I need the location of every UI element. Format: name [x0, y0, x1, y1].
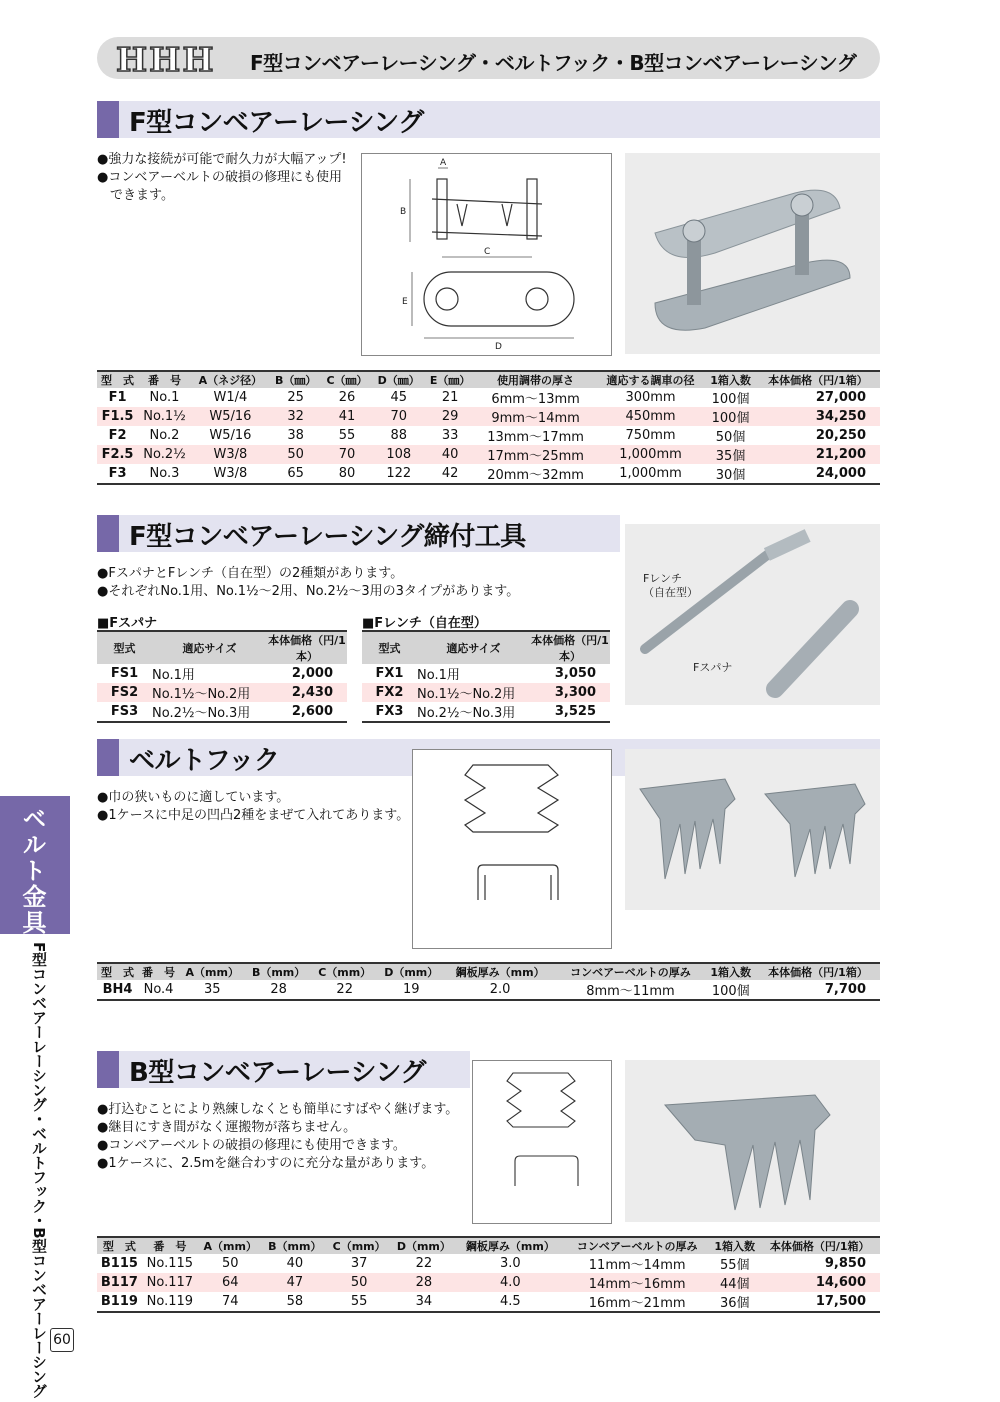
wrench-table: 型式 適応サイズ 本体価格（円/1本） FX1 No.1用 3,050 FX2 No.1½～No.2用 3,300 FX3 No.2½～No.3用 3,525 — [362, 630, 610, 723]
table-row: FS1 No.1用 2,000 — [110, 666, 333, 683]
belt-hook-bullets: ●巾の狭いものに適しています。 ●1ケースに中足の凹凸2種をまぜて入れてあります。 — [97, 790, 410, 823]
table-row: FS2 No.1½～No.2用 2,430 — [97, 683, 347, 702]
f-lacing-table: 型 式 番 号 A（ネジ径） B（㎜） C（㎜） D（㎜） E（㎜） 使用調帯の厚さ 適応する調車の径 1箱入数 本体価格（円/1箱） F1 No.1 W1/4 25 26 45 21 6mm～13mm 300mm 100個 27,000 F1.5 No.1½ W5/16 32 41 70 29 9mm～14mm 450mm 100個 34,250 F2 No.2 W5/16 38 55 88 33 13mm～17mm 750mm 50個 20,250 F2.5 No.2½ W3/8 50 70 108 40 17mm～25mm 1,000mm 35個 21,200 F3 No.3 W3/8 65 80 122 42 20mm～32mm 1,000mm 30個 24,000 — [97, 370, 880, 485]
section-header-b-lacing — [97, 1051, 470, 1088]
b-lacing-diagram — [472, 1060, 612, 1224]
sidebar-vertical-title: F型コンベアーレーシング・ベルトフック・B型コンベアーレーシング — [30, 942, 48, 1398]
section-title: F型コンベアーレーシング — [129, 108, 424, 138]
table-row: F2.5 No.2½ W3/8 50 70 108 40 17mm～25mm 1,000mm 35個 21,200 — [97, 445, 880, 464]
table-row: B119 No.119 74 58 55 34 4.5 16mm～21mm 36個 17,500 — [97, 1292, 880, 1312]
f-lacing-diagram — [361, 153, 612, 356]
section-title: B型コンベアーレーシング — [129, 1058, 426, 1088]
b-lacing-bullets: ●打込むことにより熟練しなくとも簡単にすばやく継げます。 ●継目にすき間がなく運搬物が落ちません。 ●コンベアーベルトの破損の修理にも使用できます。 ●1ケースに、2.5mを継合わすのに充分な量があります。 — [97, 1102, 459, 1171]
table-row: FS3 No.2½～No.3用 2,600 — [97, 702, 347, 722]
svg-text:D: D — [495, 342, 502, 352]
brand-logo: HHH — [116, 40, 216, 79]
wrench-label-sub: （自在型） — [643, 586, 698, 599]
section-header-f-lacing — [97, 101, 880, 138]
table-row: FX3 No.2½～No.3用 3,525 — [362, 702, 610, 722]
svg-text:B: B — [400, 207, 407, 217]
b-lacing-table: 型 式 番 号 A（mm） B（mm） C（mm） D（mm） 鋼板厚み（mm） コンベアーベルトの厚み 1箱入数 本体価格（円/1箱） B115 No.115 50 40 37 22 3.0 11mm～14mm 55個 9,850 B117 No.117 64 47 50 28 4.0 14mm～16mm 44個 14,600 B119 No.119 74 58 55 34 4.5 16mm～21mm 36個 17,500 — [97, 1236, 880, 1313]
table-row: F2 No.2 W5/16 38 55 88 33 13mm～17mm 750mm 50個 20,250 — [108, 428, 866, 445]
tools-bullets: ●FスパナとFレンチ（自在型）の2種類があります。 ●それぞれNo.1用、No.1½～2用、No.2½～3用の3タイプがあります。 — [97, 566, 520, 599]
section-title: ベルトフック — [129, 746, 280, 776]
table-row: FX1 No.1用 3,050 — [375, 666, 596, 683]
table-row: F1 No.1 W1/4 25 26 45 21 6mm～13mm 300mm 100個 27,000 — [108, 390, 866, 407]
section-header-tools — [97, 515, 620, 552]
svg-text:E: E — [402, 297, 408, 307]
svg-text:A: A — [440, 158, 447, 168]
f-lacing-photo — [625, 153, 880, 354]
table-row: BH4 No.4 35 28 22 19 2.0 8mm～11mm 100個 7,700 — [97, 980, 880, 1000]
table-row: F3 No.3 W3/8 65 80 122 42 20mm～32mm 1,000mm 30個 24,000 — [97, 464, 880, 484]
section-title: F型コンベアーレーシング締付工具 — [129, 522, 526, 552]
table-row: B115 No.115 50 40 37 22 3.0 11mm～14mm 55個 9,850 — [100, 1256, 866, 1273]
spanner-table: 型式 適応サイズ 本体価格（円/1本） FS1 No.1用 2,000 FS2 No.1½～No.2用 2,430 FS3 No.2½～No.3用 2,600 — [97, 630, 347, 723]
banner-title: F型コンベアーレーシング・ベルトフック・B型コンベアーレーシング — [250, 51, 857, 75]
table-row: B117 No.117 64 47 50 28 4.0 14mm～16mm 44個 14,600 — [97, 1273, 880, 1292]
spanner-subheading: ■Fスパナ — [97, 616, 158, 631]
f-lacing-bullets: ●強力な接続が可能で耐久力が大幅アップ! ●コンベアーベルトの破損の修理にも使用 できます。 — [97, 152, 347, 203]
b-lacing-photo — [625, 1060, 880, 1222]
table-row: F1.5 No.1½ W5/16 32 41 70 29 9mm～14mm 450mm 100個 34,250 — [97, 407, 880, 426]
sidebar-tab-label: ベルト金具 — [18, 806, 46, 936]
svg-text:C: C — [484, 247, 491, 257]
page-number: 60 — [50, 1328, 74, 1352]
tools-photo — [625, 524, 880, 705]
spanner-label: Fスパナ — [693, 661, 733, 674]
belt-hook-diagram — [412, 749, 612, 949]
belt-hook-table: 型 式 番 号 A（mm） B（mm） C（mm） D（mm） 鋼板厚み（mm） コンベアーベルトの厚み 1箱入数 本体価格（円/1箱） BH4 No.4 35 28 22 19 2.0 8mm～11mm 100個 7,700 — [97, 962, 880, 1001]
wrench-subheading: ■Fレンチ（自在型） — [362, 616, 487, 631]
wrench-label: Fレンチ — [643, 572, 683, 585]
table-row: FX2 No.1½～No.2用 3,300 — [362, 683, 610, 702]
belt-hook-photo — [625, 749, 880, 910]
